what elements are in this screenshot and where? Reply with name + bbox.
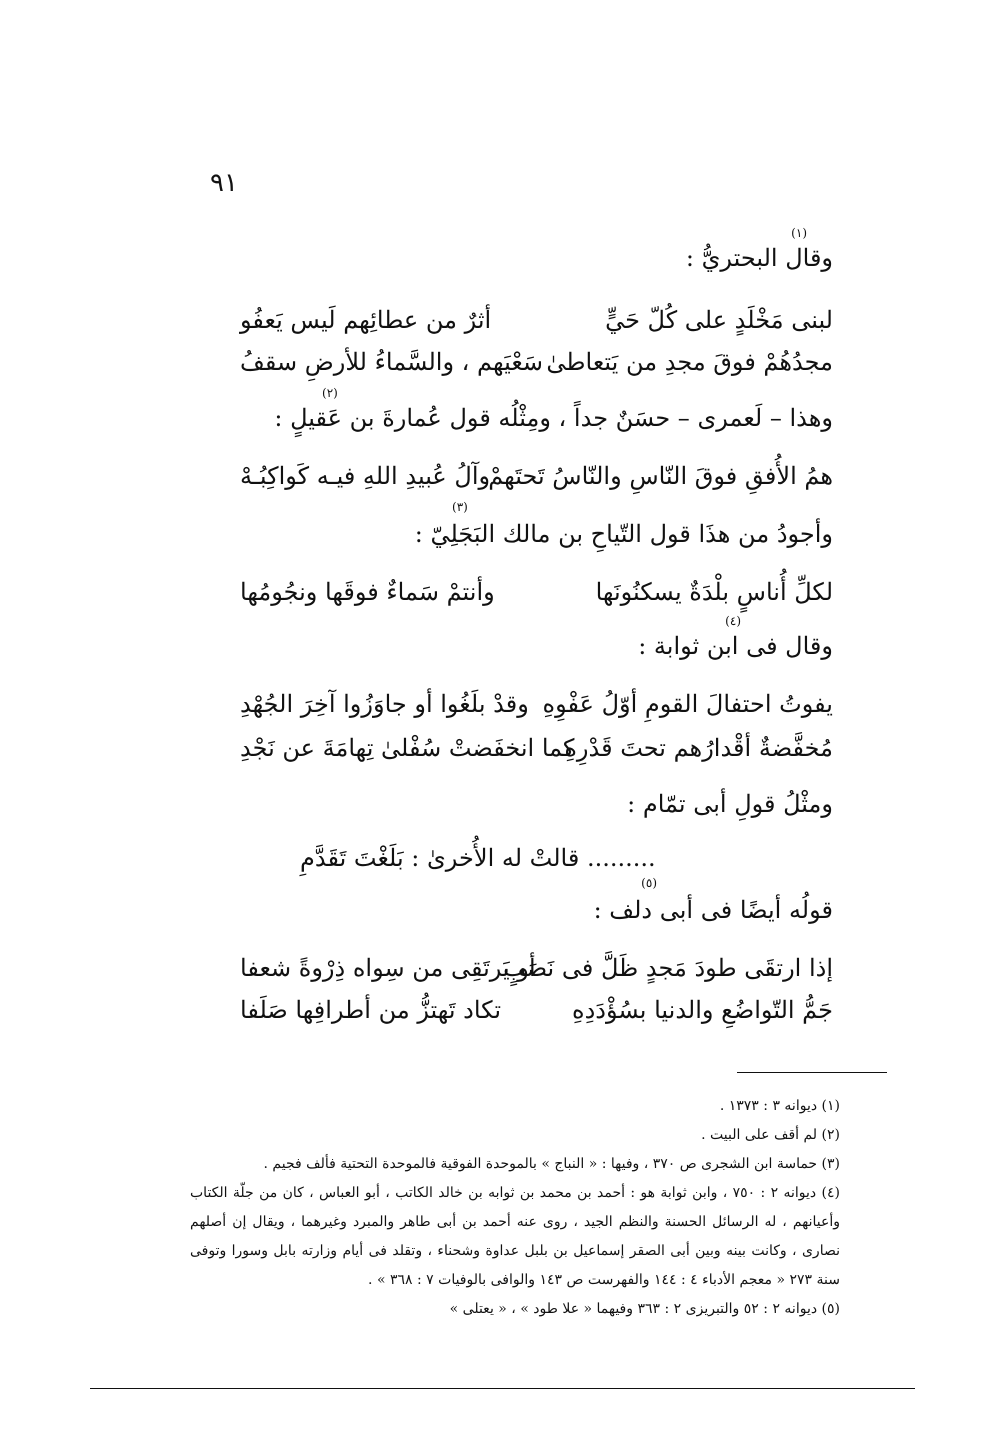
footnote-ref-1: (١) bbox=[791, 226, 807, 240]
verse-8-right: جَمُّ التّواضُعِ والدنيا بسُؤْدَدِهِ bbox=[572, 996, 833, 1024]
verse-7-right: إذا ارتقَى طودَ مَجدٍ ظَلَّ فى نَصَبٍ bbox=[503, 954, 833, 982]
footnote-5: (٥) ديوانه ٢ : ٥٢ والتبريزى ٢ : ٣٦٣ وفيهما « علا طود » ، « يعتلى » bbox=[449, 1301, 840, 1317]
verse-3-left: وآلُ عُبيدِ اللهِ فيـه كَواكِبُـهْ bbox=[240, 462, 491, 490]
verse-5-right: يفوتُ احتفالَ القومِ أوّلُ عَفْوِهِ bbox=[542, 690, 833, 718]
footnote-3: (٣) حماسة ابن الشجرى ص ٣٧٠ ، وفيها : « النباج » بالموحدة الفوقية فالموحدة التحتية فألف فجيم . bbox=[263, 1156, 840, 1172]
verse-7-left: أو يَرتَقِى من سِواه ذِرْوةً شعفا bbox=[240, 954, 536, 982]
verse-1-left: أثرٌ من عطائِهم لَيس يَعفُو bbox=[240, 306, 492, 334]
footnote-4: (٤) ديوانه ٢ : ٧٥٠ ، وابن ثوابة هو : أحمد بن محمد بن ثوابه بن خالد الكاتب ، أبو العباس ، كان من جلّة الكتاب وأعيانهم ، له الرسائل الحسنة والنظم الجيد ، روى عنه أحمد بن أبى طاهر والمبرد وغيرهما ، ويقال إن أصلهم نصارى ، وكانت بينه وبين أبى الصقر إسماعيل بن بلبل عداوة وشحناء ، وتقلد فى أيام وزارته بابل وسورا وتوفى سنة ٢٧٣ « معجم الأدباء ٤ : ١٤٤ والفهرست ص ١٤٣ والوافى بالوفيات ٧ : ٣٦٨ » . bbox=[190, 1185, 840, 1288]
intro-line-buhturi: وقال البحتريُّ : bbox=[685, 244, 833, 272]
paragraph-ibn-thawaba: وقال فى ابن ثوابة : bbox=[638, 632, 833, 660]
verse-2-left: سَعْيَهم ، والسَّماءُ للأرضِ سقفُ bbox=[240, 348, 544, 376]
footnote-ref-4: (٤) bbox=[725, 614, 741, 628]
verse-2-right: مجدُهُمْ فوقَ مجدِ من يَتعاطىٰ bbox=[546, 348, 833, 376]
hemistich-line: ......... قالتْ له الأُخرىٰ : بَلَغْتَ تَقَدَّمِ bbox=[300, 844, 656, 872]
verse-3-right: همُ الأُفقِ فوقَ النّاسِ والنّاسُ تَحتَهمْ bbox=[488, 462, 833, 490]
page-number: ٩١ bbox=[210, 168, 238, 198]
verse-6-right: مُخفَّضةٌ أقْدارُهم تحتَ قَدْرِهِ bbox=[564, 734, 833, 762]
footnotes bbox=[190, 1092, 840, 1324]
page-bottom-rule bbox=[90, 1388, 915, 1389]
footnote-separator bbox=[737, 1072, 887, 1073]
verse-5-left: وقدْ بلَغُوا أو جاوَزُوا آخِرَ الجُهْدِ bbox=[240, 690, 529, 718]
footnote-ref-3: (٣) bbox=[452, 500, 468, 514]
paragraph-abi-tammam: ومثْلُ قولِ أبى تمّام : bbox=[627, 790, 833, 818]
paragraph-abi-dulaf: قولُه أيضًا فى أبى دلف : bbox=[593, 896, 833, 924]
verse-6-left: كما انخفَضتْ سُفْلىٰ تِهامَةَ عن نَجْدِ bbox=[240, 734, 575, 762]
verse-1-right: لبنى مَخْلَدٍ على كُلّ حَيٍّ bbox=[605, 306, 833, 334]
footnote-ref-5: (٥) bbox=[641, 876, 657, 890]
footnote-1: (١) ديوانه ٣ : ١٣٧٣ . bbox=[719, 1098, 840, 1114]
verse-4-left: وأنتمْ سَماءٌ فوقَها ونجُومُها bbox=[240, 578, 495, 606]
paragraph-tayyah: وأجودُ من هذَا قول التّياحِ بن مالك البَجَلِيّ : bbox=[414, 520, 833, 548]
footnote-2: (٢) لم أقف على البيت . bbox=[701, 1127, 840, 1143]
verse-8-left: تكاد تَهتزُّ من أطرافِها صَلَفا bbox=[240, 996, 502, 1024]
paragraph-umara: وهذا – لَعمرى – حسَنٌ جداً ، ومِثْلُه قول عُمارةَ بن عَقيلٍ : bbox=[274, 404, 833, 432]
verse-4-right: لكلِّ أُناسٍ بلْدَةٌ يسكنُونَها bbox=[595, 578, 833, 606]
footnote-ref-2: (٢) bbox=[322, 386, 338, 400]
